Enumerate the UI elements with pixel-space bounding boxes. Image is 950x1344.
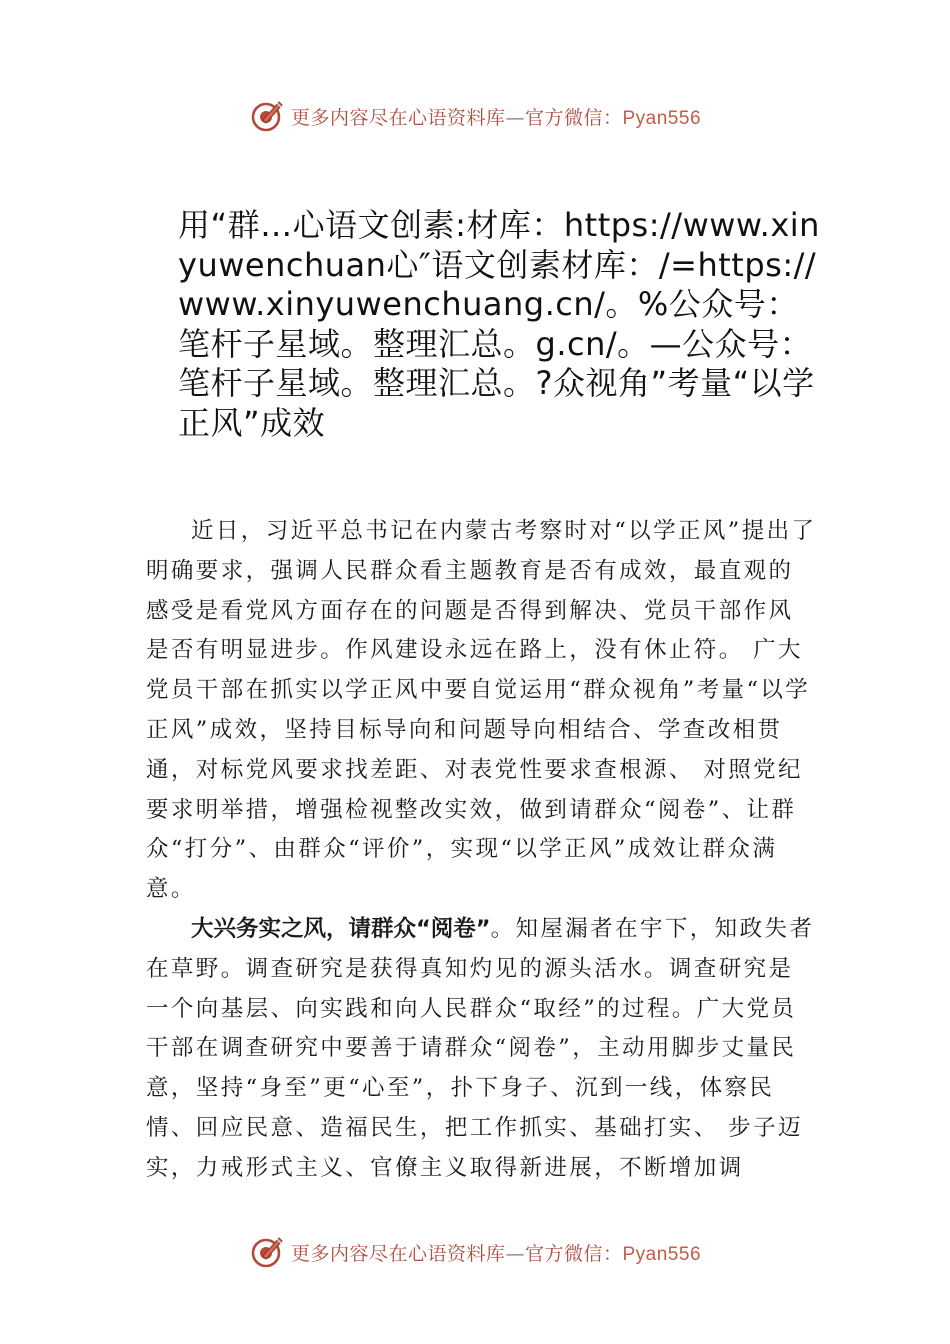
footer-banner-caption bbox=[291, 1239, 701, 1266]
paragraph-2 bbox=[146, 910, 818, 1189]
paragraph-2-text: 。知屋漏者在宇下，知政失者在草野。调查研究是获得真知灼见的源头活水。调查研究是一个向基层、向实践和向人民群众“取经”的过程。广大党员干部在调查研究中要善于请群众“阅卷”，主动用脚步丈量民意，坚持“身至”更“心至”，扑下身子、沉到一线，体察民情、回应民意、造福民生，把工作抓实、基础打实、 步子迈实，力戒形式主义、官僚主义取得新进展，不断增加调 bbox=[146, 915, 815, 1181]
paragraph-1-text: 近日，习近平总书记在内蒙古考察时对“以学正风”提出了明确要求，强调人民群众看主题教育是否有成效，最直观的感受是看党风方面存在的问题是否得到解决、党员干部作风是否有明显进步。作风建设永远在路上，没有休止符。 广大党员干部在抓实以学正风中要自觉运用“群众视角”考量“以学正风”成效，坚持目标导向和问题导向相结合、学查改相贯通，对标党风要求找差距、对表党性要求查根源、 对照党纪要求明举措，增强检视整改实效，做到请群众“阅卷”、让群众“打分”、由群众“评价”，实现“以学正风”成效让群众满意。 bbox=[146, 518, 817, 903]
banner-library-text: 更多内容尽在心语资料库 bbox=[290, 106, 506, 129]
banner-wechat-id: Pyan556 bbox=[622, 107, 702, 129]
banner-caption bbox=[291, 103, 701, 130]
paragraph-1 bbox=[146, 512, 818, 910]
footer-banner bbox=[0, 1232, 950, 1272]
footer-wechat-label: 官方微信： bbox=[524, 1242, 623, 1265]
pen-logo-icon bbox=[249, 1234, 285, 1270]
pen-logo-icon bbox=[249, 98, 285, 134]
footer-separator: — bbox=[505, 1242, 525, 1265]
header-banner bbox=[0, 96, 950, 136]
banner-separator: — bbox=[505, 106, 525, 129]
footer-library-text: 更多内容尽在心语资料库 bbox=[290, 1242, 506, 1265]
banner-wechat-label: 官方微信： bbox=[524, 106, 623, 129]
paragraph-2-lead: 大兴务实之风，请群众“阅卷” bbox=[191, 915, 491, 942]
document-title: 用“群…心语文创素:材库：https://www.xinyuwenchuan心″语文创素材库：/=https://www.xinyuwenchuang.cn/。%公众号：笔杆子星域。整理汇总。g.cn/。—公众号：笔杆子星域。整理汇总。?众视角”考量“以学正风”成效 bbox=[178, 206, 820, 442]
document-body bbox=[146, 512, 818, 1189]
footer-wechat-id: Pyan556 bbox=[622, 1243, 702, 1265]
